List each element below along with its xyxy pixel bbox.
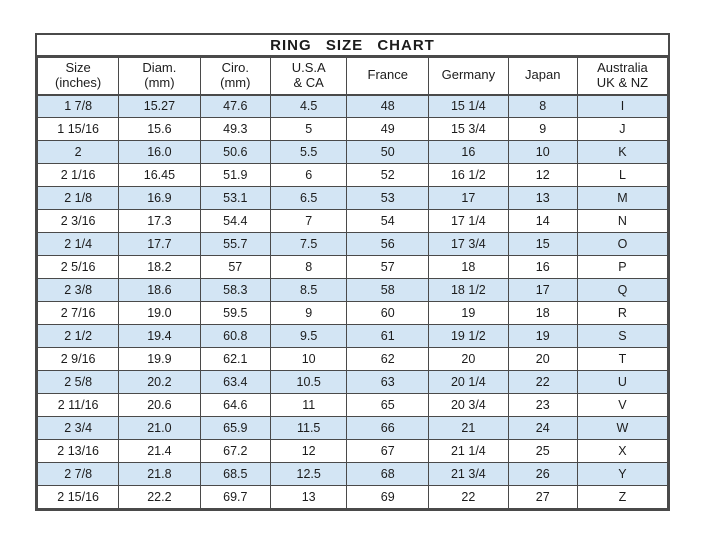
cell: 18 1/2 (429, 279, 508, 302)
column-header: Diam. (mm) (119, 58, 200, 95)
cell: 16 1/2 (429, 164, 508, 187)
cell: 61 (347, 325, 429, 348)
cell: 9 (508, 118, 577, 141)
table-row (38, 348, 668, 371)
cell: 17 (508, 279, 577, 302)
cell: 21 (429, 417, 508, 440)
cell: 65 (347, 394, 429, 417)
table-row (38, 164, 668, 187)
cell: 2 1/8 (38, 187, 119, 210)
cell: V (577, 394, 667, 417)
cell: 63.4 (200, 371, 271, 394)
cell: 27 (508, 486, 577, 509)
table-row (38, 210, 668, 233)
cell: J (577, 118, 667, 141)
cell: 11 (271, 394, 347, 417)
cell: 21.4 (119, 440, 200, 463)
cell: K (577, 141, 667, 164)
cell: 12 (271, 440, 347, 463)
table-row (38, 95, 668, 118)
cell: 15.6 (119, 118, 200, 141)
cell: 25 (508, 440, 577, 463)
cell: 2 5/8 (38, 371, 119, 394)
cell: 16.9 (119, 187, 200, 210)
cell: 20.2 (119, 371, 200, 394)
cell: 52 (347, 164, 429, 187)
cell: 22 (508, 371, 577, 394)
cell: 2 3/4 (38, 417, 119, 440)
cell: 68.5 (200, 463, 271, 486)
cell: 17 (429, 187, 508, 210)
cell: Y (577, 463, 667, 486)
cell: 60 (347, 302, 429, 325)
header-row (38, 58, 668, 95)
column-header: Size (inches) (38, 58, 119, 95)
column-header: France (347, 58, 429, 95)
cell: 19.0 (119, 302, 200, 325)
cell: 8 (271, 256, 347, 279)
column-header: U.S.A & CA (271, 58, 347, 95)
table-row (38, 394, 668, 417)
column-header: Germany (429, 58, 508, 95)
cell: 9 (271, 302, 347, 325)
cell: I (577, 95, 667, 118)
cell: T (577, 348, 667, 371)
cell: 8.5 (271, 279, 347, 302)
cell: 5.5 (271, 141, 347, 164)
cell: 2 7/8 (38, 463, 119, 486)
cell: 69 (347, 486, 429, 509)
cell: 10 (508, 141, 577, 164)
cell: 6 (271, 164, 347, 187)
cell: 50 (347, 141, 429, 164)
cell: 18.6 (119, 279, 200, 302)
cell: 53 (347, 187, 429, 210)
cell: 68 (347, 463, 429, 486)
cell: 23 (508, 394, 577, 417)
cell: 2 1/4 (38, 233, 119, 256)
table-body (38, 95, 668, 509)
ring-size-chart (35, 33, 670, 511)
cell: 1 15/16 (38, 118, 119, 141)
cell: 47.6 (200, 95, 271, 118)
cell: 18 (429, 256, 508, 279)
table-row (38, 141, 668, 164)
cell: 17.3 (119, 210, 200, 233)
cell: 2 5/16 (38, 256, 119, 279)
cell: O (577, 233, 667, 256)
cell: X (577, 440, 667, 463)
cell: 14 (508, 210, 577, 233)
cell: 12.5 (271, 463, 347, 486)
column-header: Australia UK & NZ (577, 58, 667, 95)
cell: 16.45 (119, 164, 200, 187)
cell: L (577, 164, 667, 187)
cell: 16 (429, 141, 508, 164)
cell: 17 1/4 (429, 210, 508, 233)
cell: 60.8 (200, 325, 271, 348)
cell: 22.2 (119, 486, 200, 509)
cell: 2 1/2 (38, 325, 119, 348)
cell: P (577, 256, 667, 279)
cell: 57 (200, 256, 271, 279)
cell: 22 (429, 486, 508, 509)
cell: 2 13/16 (38, 440, 119, 463)
cell: 2 1/16 (38, 164, 119, 187)
cell: 2 3/16 (38, 210, 119, 233)
cell: 2 11/16 (38, 394, 119, 417)
table-row (38, 187, 668, 210)
cell: 20 (508, 348, 577, 371)
cell: 20 (429, 348, 508, 371)
cell: 19.4 (119, 325, 200, 348)
cell: Q (577, 279, 667, 302)
cell: 6.5 (271, 187, 347, 210)
cell: S (577, 325, 667, 348)
cell: 7 (271, 210, 347, 233)
cell: 21 3/4 (429, 463, 508, 486)
cell: 13 (508, 187, 577, 210)
cell: 24 (508, 417, 577, 440)
cell: 57 (347, 256, 429, 279)
cell: 65.9 (200, 417, 271, 440)
cell: 63 (347, 371, 429, 394)
cell: 19 1/2 (429, 325, 508, 348)
cell: 58 (347, 279, 429, 302)
table-row (38, 440, 668, 463)
cell: 49.3 (200, 118, 271, 141)
cell: 2 3/8 (38, 279, 119, 302)
cell: 20 3/4 (429, 394, 508, 417)
cell: 10 (271, 348, 347, 371)
cell: R (577, 302, 667, 325)
cell: 18.2 (119, 256, 200, 279)
cell: 20.6 (119, 394, 200, 417)
cell: 15.27 (119, 95, 200, 118)
cell: 16 (508, 256, 577, 279)
cell: 59.5 (200, 302, 271, 325)
cell: 19.9 (119, 348, 200, 371)
cell: 15 1/4 (429, 95, 508, 118)
cell: 5 (271, 118, 347, 141)
cell: 19 (429, 302, 508, 325)
cell: 2 (38, 141, 119, 164)
cell: 10.5 (271, 371, 347, 394)
table-row (38, 256, 668, 279)
table-row (38, 371, 668, 394)
cell: 69.7 (200, 486, 271, 509)
cell: 54 (347, 210, 429, 233)
cell: 8 (508, 95, 577, 118)
cell: 21.0 (119, 417, 200, 440)
cell: Z (577, 486, 667, 509)
cell: 58.3 (200, 279, 271, 302)
cell: 67.2 (200, 440, 271, 463)
cell: 50.6 (200, 141, 271, 164)
cell: 17.7 (119, 233, 200, 256)
cell: 66 (347, 417, 429, 440)
cell: 48 (347, 95, 429, 118)
cell: 4.5 (271, 95, 347, 118)
cell: 26 (508, 463, 577, 486)
cell: 64.6 (200, 394, 271, 417)
cell: 19 (508, 325, 577, 348)
cell: 15 (508, 233, 577, 256)
cell: N (577, 210, 667, 233)
cell: 16.0 (119, 141, 200, 164)
cell: 18 (508, 302, 577, 325)
chart-title: RING SIZE CHART (37, 35, 668, 57)
table-row (38, 118, 668, 141)
table-row (38, 233, 668, 256)
cell: 21 1/4 (429, 440, 508, 463)
table-row (38, 302, 668, 325)
cell: 62 (347, 348, 429, 371)
cell: 54.4 (200, 210, 271, 233)
cell: 49 (347, 118, 429, 141)
table-row (38, 486, 668, 509)
cell: W (577, 417, 667, 440)
cell: 15 3/4 (429, 118, 508, 141)
cell: 12 (508, 164, 577, 187)
table-row (38, 325, 668, 348)
cell: 1 7/8 (38, 95, 119, 118)
cell: 62.1 (200, 348, 271, 371)
cell: 55.7 (200, 233, 271, 256)
table-row (38, 279, 668, 302)
cell: 21.8 (119, 463, 200, 486)
column-header: Ciro. (mm) (200, 58, 271, 95)
cell: U (577, 371, 667, 394)
ring-size-table (37, 57, 668, 509)
cell: 17 3/4 (429, 233, 508, 256)
column-header: Japan (508, 58, 577, 95)
table-row (38, 463, 668, 486)
cell: 2 15/16 (38, 486, 119, 509)
cell: 56 (347, 233, 429, 256)
cell: 9.5 (271, 325, 347, 348)
cell: 13 (271, 486, 347, 509)
table-row (38, 417, 668, 440)
cell: 11.5 (271, 417, 347, 440)
cell: 2 9/16 (38, 348, 119, 371)
cell: 2 7/16 (38, 302, 119, 325)
cell: 20 1/4 (429, 371, 508, 394)
cell: M (577, 187, 667, 210)
cell: 53.1 (200, 187, 271, 210)
cell: 7.5 (271, 233, 347, 256)
cell: 51.9 (200, 164, 271, 187)
cell: 67 (347, 440, 429, 463)
